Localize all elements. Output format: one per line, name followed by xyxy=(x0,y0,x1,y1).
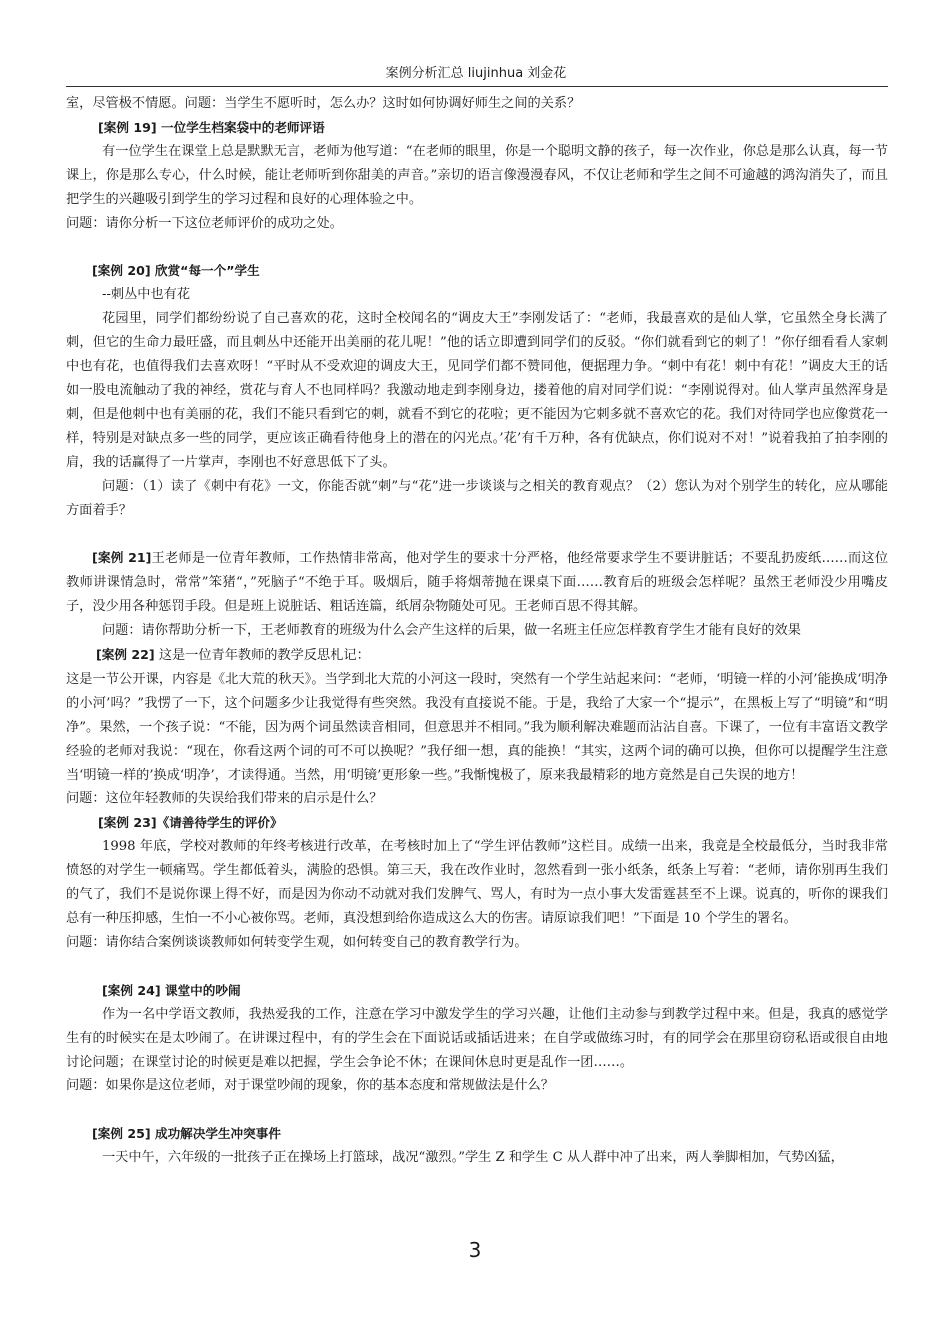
case19-body: 有一位学生在课堂上总是默默无言，老师为他写道：“在老师的眼里，你是一个聪明文静的孩子，每一次作业，你总是那么认真，每一节课上，你是那么专心，什么时候，能让老师听到你甜美的声音。”亲切的语言像漫漫春风，不仅让老师和学生之间不可逾越的鸿沟消失了，而且把学生的兴趣吸引到学生的学习过程和良好的心理体验之中。 xyxy=(66,143,888,207)
page-header: 案例分析汇总 liujinhua 刘金花 xyxy=(385,66,567,81)
case19-title: [案例 19] 一位学生档案袋中的老师评语 xyxy=(98,119,325,135)
spacer xyxy=(66,1098,888,1122)
case21-paragraph xyxy=(66,546,888,619)
case22-heading xyxy=(66,643,888,668)
case23-title: [案例 23]《请善待学生的评价》 xyxy=(98,815,283,831)
spacer xyxy=(66,522,888,546)
case21-body: 王老师是一位青年教师，工作热情非常高，他对学生的要求十分严格，他经常要求学生不要讲脏话；不要乱扔废纸……而这位教师讲课情急时，常常”笨猪“，”死脑子“不绝于耳。吸烟后，随手将烟蒂抛在课桌下面……教育后的班级会怎样呢？虽然王老师没少用嘴皮子，没少用各种惩罚手段。但是班上说脏话、粗话连篇，纸屑杂物随处可见。王老师百思不得其解。 xyxy=(66,551,889,615)
case25-title: [案例 25] 成功解决学生冲突事件 xyxy=(92,1126,281,1142)
case21-title: [案例 21] xyxy=(92,550,152,566)
case20-title: [案例 20] 欣赏“每一个”学生 xyxy=(92,263,260,279)
header-divider xyxy=(66,86,888,87)
case22-body: 这是一节公开课，内容是《北大荒的秋天》。当学到北大荒的小河这一段时，突然有一个学生站起来问：“老师，‘明镜一样的小河’能换成‘明净的小河’吗？”我愣了一下，这个问题多少让我觉得有些突然。我没有直接说不能。于是，我给了大家一个“提示”，在黑板上写了“明镜”和“明净”。果然，一个孩子说：“不能，因为两个词虽然读音相同，但意思并不相同。”我为顺利解决难题而沾沾自喜。下课了，一位有丰富语文教学经验的老师对我说：“现在，你看这两个词的可不可以换呢？”我仔细一想，真的能换！“其实，这两个词的确可以换，但你可以提醒学生注意当‘明镜一样的’换成‘明净’，才读得通。当然，用‘明镜’更形象一些。”我惭愧极了，原来我最精彩的地方竟然是自己失误的地方！ xyxy=(66,671,888,783)
case24-title: [案例 24] 课堂中的吵闹 xyxy=(102,982,241,998)
case20-question: 问题：（1）读了《刺中有花》一文，你能否就“刺”与“花”进一步谈谈与之相关的教育观点？（2）您认为对个别学生的转化，应从哪能方面着手？ xyxy=(66,478,888,518)
case23-body: 1998 年底，学校对教师的年终考核进行改革，在考核时加上了“学生评估教师”这栏目。成绩一出来，我竟是全校最低分，当时我非常愤怒的对学生一顿痛骂。学生都低着头，满脸的恐惧。第三天，我在改作业时，忽然看到一张小纸条，纸条上写着：“老师，请你别再生我们的气了，我们不是说你课上得不好，而是因为你动不动就对我们发脾气、骂人，有时为一点小事大发雷霆甚至不上课。说真的，听你的课我们总有一种压抑感，生怕一不小心被你骂。老师，真没想到给你造成这么大的伤害。请原谅我们吧！”下面是 10 个学生的署名。 xyxy=(66,839,888,926)
case22-title: [案例 22] xyxy=(96,647,155,663)
case20-body: 花园里，同学们都纷纷说了自己喜欢的花，这时全校闻名的“调皮大王”李刚发话了：“老师，我最喜欢的是仙人掌，它虽然全身长满了刺，但它的生命力最旺盛，而且刺丛中还能开出美丽的花儿呢！”他的话立即遭到同学们的反驳。“你们就看到它的刺了！”你仔细看看人家刺中也有花，也值得我们去喜欢呀！“平时从不受欢迎的调皮大王，见同学们都不赞同他，便据理力争。“刺中有花！刺中有花！”调皮大王的话如一股电流触动了我的神经，赏花与育人不也同样吗？我激动地走到李刚身边，搂着他的肩对同学们说：“李刚说得对。仙人掌声虽然浑身是刺，但是他刺中也有美丽的花，我们不能只看到它的刺，就看不到它的花啦；更不能因为它刺多就不喜欢它的花。我们对待同学也应像赏花一样，特别是对缺点多一些的同学，更应该正确看待他身上的潜在的闪光点。’花’有千万种，各有优缺点，你们说对不对！”说着我拍了拍李刚的肩，我的话赢得了一片掌声，李刚也不好意思低下了头。 xyxy=(66,311,888,470)
case20-subtitle: --刺丛中也有花 xyxy=(102,287,191,303)
case24-body: 作为一名中学语文教师，我热爱我的工作，注意在学习中激发学生的学习兴趣，让他们主动参与到教学过程中来。但是，我真的感觉学生有的时候实在是太吵闹了。在讲课过程中，有的学生会在下面说话或插话进来；在自学或做练习时，有的同学会在那里窃窃私语或很自由地讨论问题；在课堂讨论的时候更是难以把握，学生会争论不休；在课间休息时更是乱作一团……。 xyxy=(66,1006,888,1070)
spacer xyxy=(66,955,888,979)
case23-question: 问题：请你结合案例谈谈教师如何转变学生观，如何转变自己的教育教学行为。 xyxy=(66,934,528,950)
case19-question: 问题：请你分析一下这位老师评价的成功之处。 xyxy=(66,215,343,231)
intro-tail-paragraph: 室，尽管极不情愿。问题：当学生不愿听时，怎么办？这时如何协调好师生之间的关系？ xyxy=(66,96,581,111)
page-number: 3 xyxy=(468,1238,482,1262)
case22-question: 问题：这位年轻教师的失误给我们带来的启示是什么？ xyxy=(66,791,383,807)
case25-body: 一天中午，六年级的一批孩子正在操场上打篮球，战况“激烈。”学生 Z 和学生 C 从人群中冲了出来，两人拳脚相加，气势凶猛， xyxy=(102,1150,844,1166)
case24-question: 问题：如果你是这位老师，对于课堂吵闹的现象，你的基本态度和常规做法是什么？ xyxy=(66,1078,554,1094)
document-body xyxy=(66,92,888,1170)
spacer xyxy=(66,235,888,259)
case22-title-rest: 这是一位青年教师的教学反思札记： xyxy=(158,648,370,664)
case21-question: 问题：请你帮助分析一下，王老师教育的班级为什么会产生这样的后果，做一名班主任应怎样教育学生才能有良好的效果 xyxy=(102,623,801,639)
